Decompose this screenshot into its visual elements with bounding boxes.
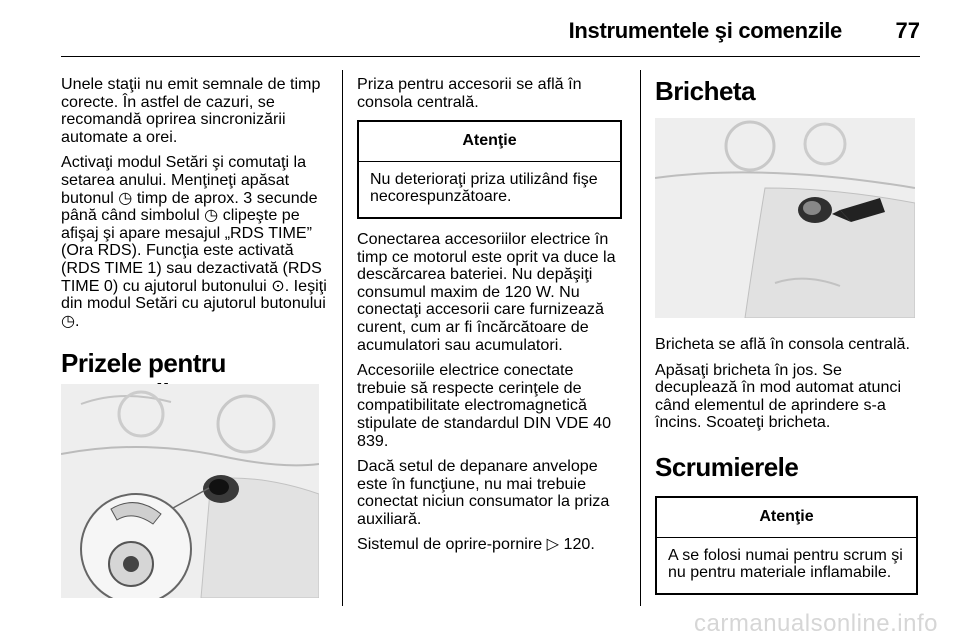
text-segment: . [75, 311, 80, 330]
paragraph-stop-start [357, 536, 622, 554]
rds-clock-symbol-icon: ◷ [204, 206, 219, 225]
paragraph-emc: Accesoriile electrice conectate trebuie să respecte cerinţele de compatibilitate electromagnetică stipulate de standardul DIN VDE 40 839. [357, 361, 612, 450]
header-title: Instrumentele şi comenzile [568, 18, 842, 43]
text-segment: clipeşte pe afişaj şi apare mesajul „RDS TIME” (Ora RDS). Funcţia este activată (RDS TIME 1) sau dezactivată (RDS TIME 0) cu ajutorul butonului [61, 206, 322, 295]
page-number: 77 [895, 18, 920, 43]
warning-text: Nu deterioraţi priza utilizând fişe necorespunzătoare. [370, 170, 598, 206]
section-heading-cigarette-lighter: Bricheta [655, 76, 756, 106]
section-heading-ashtrays: Scrumierele [655, 451, 799, 482]
column-2 [357, 76, 622, 562]
warning-box-socket [357, 120, 622, 219]
paragraph-socket-location: Priza pentru accesorii se află în consola centrală. [357, 75, 582, 111]
cigarette-lighter-illustration [655, 118, 915, 318]
header-rule [61, 56, 920, 57]
paragraph-lighter-usage: Apăsaţi bricheta în jos. Se decuplează în mod automat atunci când elementul de aprindere s-a încins. Scoateţi bricheta. [655, 360, 902, 432]
accessory-socket-illustration [61, 384, 319, 598]
column-divider-1 [342, 70, 343, 606]
column-1 [61, 76, 335, 408]
warning-text: A se folosi numai pentru scrum şi nu pentru materiale inflamabile. [668, 546, 903, 582]
tuning-knob-icon: ⊙ [271, 276, 285, 295]
page-reference-icon: ▷ [546, 535, 560, 554]
accessory-socket-drawing [61, 384, 319, 598]
paragraph-lighter-location: Bricheta se află în consola centrală. [655, 335, 910, 353]
clock-icon: ◷ [61, 311, 76, 330]
column-3-text [655, 336, 917, 595]
text-segment: Sistemul de oprire-pornire [357, 535, 543, 554]
page-reference: 120. [563, 535, 595, 554]
paragraph-tire-repair: Dacă setul de depanare anvelope este în funcţiune, nu mai trebuie conectat niciun consumator la priza auxiliară. [357, 457, 610, 528]
paragraph-battery-drain: Conectarea accesoriilor electrice în timp ce motorul este oprit va duce la descărcarea bateriei. Nu depăşiţi consumul maxim de 120 W. Nu conectaţi accesorii care furnizează curent, cum ar fi încărcătoare de acumulatori sau acumulatori. [357, 229, 616, 354]
clock-icon: ◷ [118, 188, 133, 207]
paragraph-rds-time [61, 154, 335, 330]
warning-title: Atenţie [359, 122, 620, 162]
watermark: carmanualsonline.info [694, 610, 938, 637]
warning-title: Atenţie [657, 498, 916, 538]
text-segment: . Ieşiţi din modul Setări cu ajutorul butonului [61, 276, 327, 313]
text-segment: Activaţi modul Setări şi comutaţi la setarea anului. Menţineţi apăsat butonul [61, 153, 307, 207]
column-divider-2 [640, 70, 641, 606]
paragraph-time-sync: Unele staţii nu emit semnale de timp corecte. În astfel de cazuri, se recomandă oprirea sincronizării automate a orei. [61, 75, 321, 146]
warning-box-ashtray [655, 496, 918, 595]
section-heading-accessory-sockets: Prizele pentru [61, 348, 226, 379]
cigarette-lighter-drawing [655, 118, 915, 318]
text-segment: timp de aprox. 3 secunde până când simbolul [61, 188, 318, 225]
